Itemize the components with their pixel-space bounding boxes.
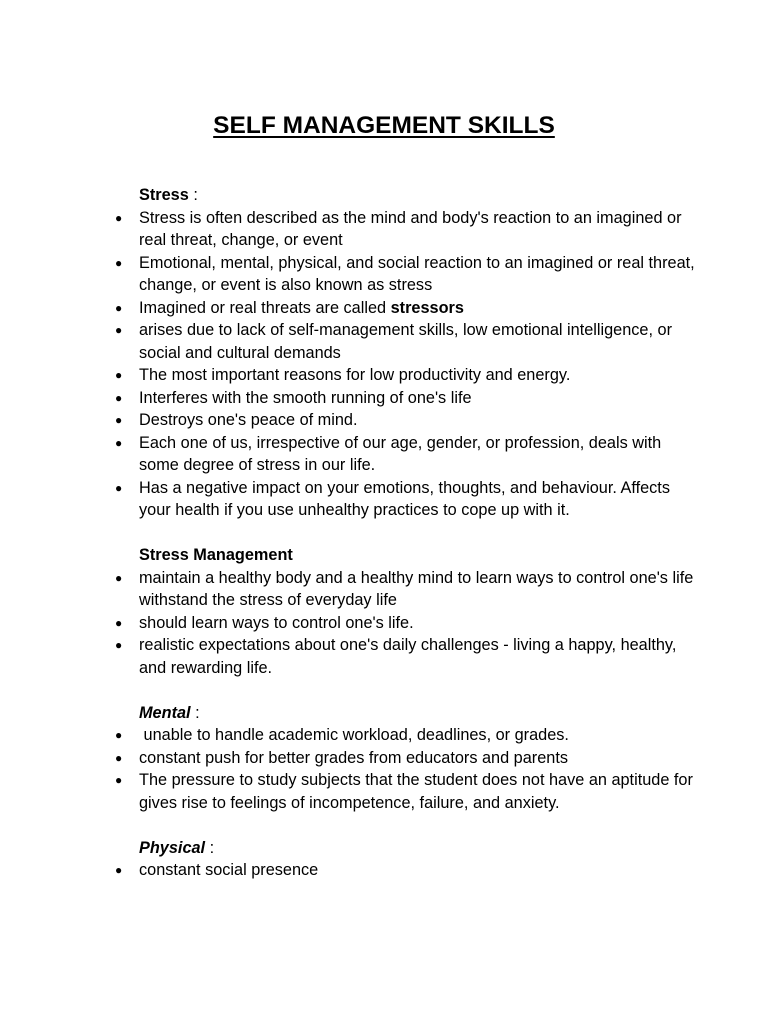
bullet-item: ● should learn ways to control one's life.: [139, 612, 699, 635]
section-heading: Stress :: [139, 186, 198, 204]
bullet-list: [139, 207, 699, 522]
section-spacer: [139, 679, 699, 702]
bullet-item: ● constant push for better grades from educators and parents: [139, 747, 699, 770]
bullet-item: ● Stress is often described as the mind and body's reaction to an imagined or real threat, change, or event: [139, 207, 699, 252]
bullet-list: [139, 567, 699, 680]
bullet-item: ● Destroys one's peace of mind.: [139, 409, 699, 432]
document-body: [139, 184, 699, 882]
bullet-item: ● Emotional, mental, physical, and social reaction to an imagined or real threat, change, or event is also known as stress: [139, 252, 699, 297]
bullet-list: [139, 859, 699, 882]
bullet-item: ● unable to handle academic workload, deadlines, or grades.: [139, 724, 699, 747]
bullet-item: ● maintain a healthy body and a healthy mind to learn ways to control one's life withstand the stress of everyday life: [139, 567, 699, 612]
section-stress-management: [139, 544, 699, 679]
bullet-item: ● Imagined or real threats are called stressors: [139, 297, 699, 320]
bullet-item: ● The most important reasons for low productivity and energy.: [139, 364, 699, 387]
section-physical: [139, 837, 699, 882]
bullet-item: ● Interferes with the smooth running of one's life: [139, 387, 699, 410]
section-heading: Physical :: [139, 838, 215, 857]
bullet-item: ● realistic expectations about one's daily challenges - living a happy, healthy, and rewarding life.: [139, 634, 699, 679]
keyword-stressors: stressors: [390, 298, 464, 317]
section-heading: Mental :: [139, 703, 200, 722]
document-title: SELF MANAGEMENT SKILLS: [213, 112, 555, 139]
bullet-item: ● constant social presence: [139, 859, 699, 882]
section-stress: [139, 184, 699, 522]
bullet-list: [139, 724, 699, 814]
section-spacer: [139, 814, 699, 837]
bullet-item: ● arises due to lack of self-management skills, low emotional intelligence, or social and cultural demands: [139, 319, 699, 364]
section-mental: [139, 702, 699, 815]
section-heading: Stress Management: [139, 546, 293, 564]
bullet-item: ● The pressure to study subjects that the student does not have an aptitude for gives rise to feelings of incompetence, failure, and anxiety.: [139, 769, 699, 814]
section-spacer: [139, 522, 699, 545]
bullet-item: ● Has a negative impact on your emotions, thoughts, and behaviour. Affects your health if you use unhealthy practices to cope up with it.: [139, 477, 699, 522]
bullet-item: ● Each one of us, irrespective of our age, gender, or profession, deals with some degree of stress in our life.: [139, 432, 699, 477]
